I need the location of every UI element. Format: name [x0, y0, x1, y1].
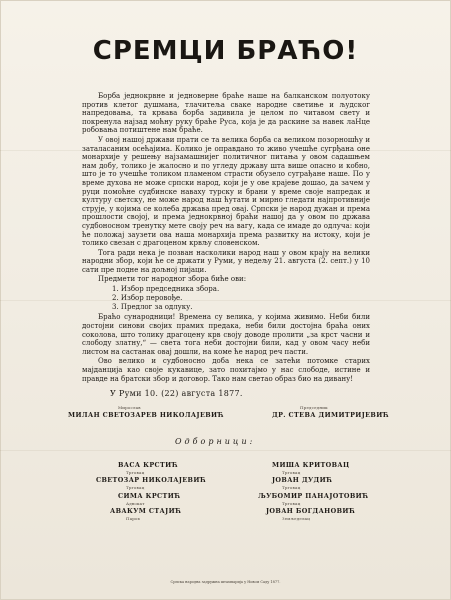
fold-crease [0, 450, 451, 451]
paragraph: Браћо сународници! Времена су велика, у којима живимо. Неби били достојни синови својих прамих предака, неби били достојна браћа оних соколова, што толику драгоцену крв своју доводе пролити „за крст часни и слободу златну,“ — света тога неби достојни били, кад у овом часу неби листом на састанак овај дошли, на коме ће народ реч пасти. [82, 313, 370, 356]
committee-member-name: СИМА КРСТИЋ [118, 492, 181, 500]
paragraph: Ово велико и судбоносно доба нека се затећи потомке старих мајданција као своје кукавице, зато похитајмо у нас слободе, истине и правде на братски збор и договор. Тако нам светао образ био на дивану! [82, 357, 370, 383]
printer-footer: Српска народна задружна штампарија у Новом Саду 1877. [170, 580, 281, 584]
committee-member-role: Земљеделац [282, 516, 311, 521]
signatory-role: Мирослав [118, 405, 141, 410]
signatory-name: ДР. СТЕВА ДИМИТРИЈЕВИЋ [272, 411, 390, 419]
committee-member-role: Трговац [126, 485, 145, 490]
committee-member-role: Парох [126, 516, 141, 521]
committee-heading: Одборници: [175, 437, 256, 446]
agenda-item: 3. Предлог за одлуку. [112, 302, 193, 311]
committee-member-name: ЉУБОМИР ПАНАЈОТОВИЋ [258, 492, 369, 500]
committee-member-name: МИША КРИТОВАЦ [272, 461, 350, 469]
committee-member-name: СВЕТОЗАР НИКОЛАЈЕВИЋ [96, 476, 207, 484]
committee-member-role: Адвокат [126, 501, 145, 506]
committee-member-role: Трговац [282, 501, 301, 506]
signatory-name: МИЛАН СВЕТОЗАРЕВ НИКОЛАЈЕВИЋ [68, 411, 225, 419]
paragraph: Борба једнокрвне и једноверне браће наше на балканском полуотоку против клетог душмана, тлачитеља сваке народне светиње и људског напредовања, та крвава борба задивила је целом по читавом свету и покренула најзад моћну руку браће Руса, која је да раскине за навек лаНце робовања потиштене нам браће. [82, 92, 370, 135]
committee-member-role: Трговац [126, 470, 145, 475]
agenda-list [112, 285, 370, 311]
committee-member-name: ЈОВАН ДУДИЋ [272, 476, 333, 484]
dateline: У Руми 10. (22) августа 1877. [110, 389, 243, 398]
poster-body [82, 92, 370, 384]
committee-member-name: АВАКУМ СТАЈИЋ [110, 507, 182, 515]
committee-member-role: Трговац [282, 470, 301, 475]
committee-member-name: ВАСА КРСТИЋ [118, 461, 179, 469]
committee-member-role: Трговац [282, 485, 301, 490]
committee-member-name: ЈОВАН БОГДАНОВИЋ [266, 507, 356, 515]
agenda-item: 2. Избор перовође. [112, 293, 183, 302]
poster-title: СРЕМЦИ БРАЋО! [92, 36, 359, 66]
signatory-role: Председник [300, 405, 328, 410]
paragraph: У овој нашој држави прати се та велика борба са великом позорношћу и заталасаним осећајима. Колико је оправдано то живо учешће сугрђана оне монархије у решењу најзамашнијег политичног питања у овом садашњем нам добу, толико је жалосно и по угледу државу шта више опасно и кобно, што је то учешће толиком пламеном страсти обузело суграђане наше. По у време духова не може српски народ, који је у ове крајеве дошао, да зачем у руци помоћне судбинске наваху турску и брани у време своје напредак и културу светску, не може народ наш ћутати и мирно гледати најпротивније струје, у којима се колеба држава пред овај. Српски је народ дужан и према прошлости својој, и према једнокрвној браћи нашој да у овом по држава судбоносном тренутку мете своју реч на вагу, када се имаде до одлуча: који ће положај заузети ова наша монархија према развитку на истоку, који је толико свезан с драгоценом крвљу словенском. [82, 135, 370, 248]
agenda-item: 1. Избор председника збора. [112, 285, 220, 294]
paragraph: Предмети тог народног збора биће ови: [98, 275, 247, 284]
paragraph: Тога ради нека је позван насколики народ наш у овом крају на велики народни збор, који ће се држати у Руми, у недељу 21. августа (2. септ.) у 10 сати пре подне на дољној пијаци. [82, 248, 370, 274]
